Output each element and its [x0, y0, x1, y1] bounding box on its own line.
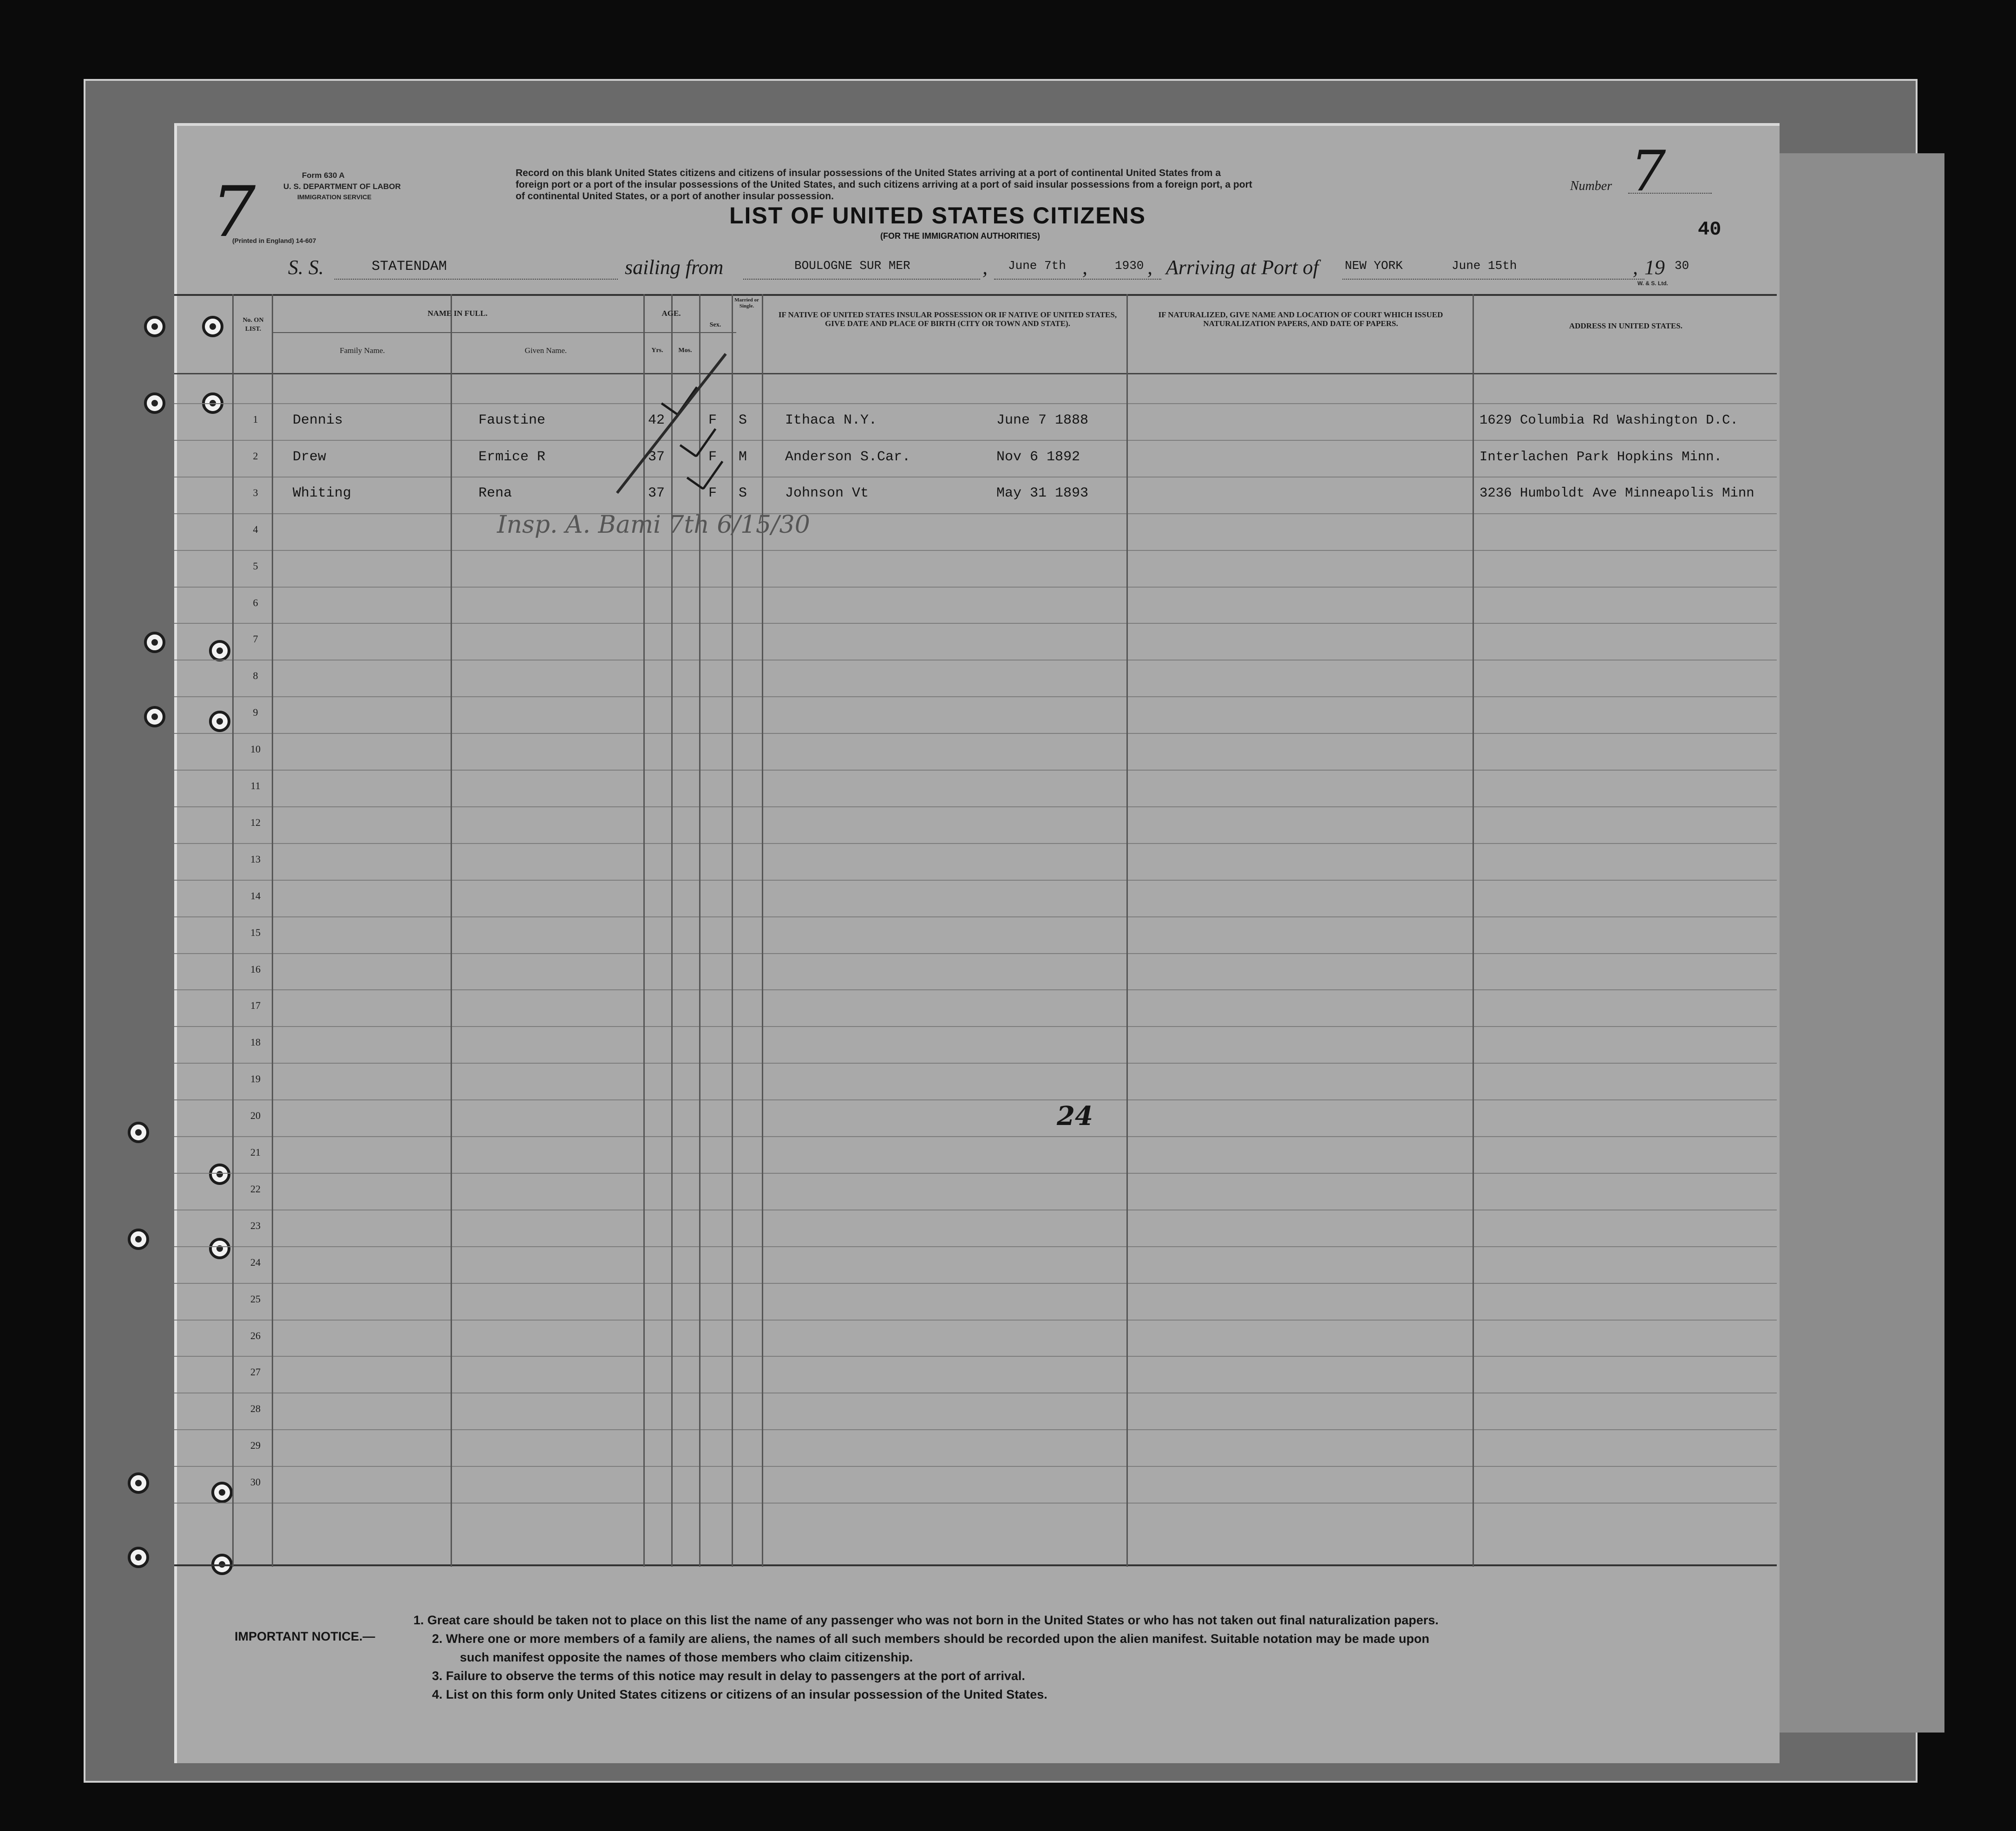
- notice-item-4: 4. List on this form only United States citizens or citizens of an insular possession of the United States.: [432, 1687, 1047, 1701]
- row-number: 25: [250, 1293, 261, 1305]
- grid-line: [174, 587, 1777, 588]
- grid-line: [174, 1283, 1777, 1284]
- row-number: 29: [250, 1439, 261, 1452]
- address: 1629 Columbia Rd Washington D.C.: [1479, 412, 1738, 428]
- binder-hole: [144, 316, 165, 337]
- sex: F: [708, 449, 717, 465]
- grid-line: [174, 880, 1777, 881]
- manifest-table: [174, 294, 1777, 1567]
- grid-line: [174, 1136, 1777, 1137]
- form-subtitle: (FOR THE IMMIGRATION AUTHORITIES): [880, 231, 1040, 241]
- row-number: 27: [250, 1366, 261, 1378]
- grid-line: [174, 1173, 1777, 1174]
- grid-line: [174, 770, 1777, 771]
- ship-line: [334, 279, 618, 280]
- record-instructions: [516, 167, 1463, 202]
- grid-line: [174, 1429, 1777, 1430]
- stamp-number: 24: [1057, 1101, 1093, 1131]
- col-naturalized: IF NATURALIZED, GIVE NAME AND LOCATION OF COURT WHICH ISSUED NATURALIZATION PAPERS, AND DATE OF PAPERS.: [1158, 310, 1443, 328]
- row-number: 15: [250, 926, 261, 938]
- arriving-label: Arriving at Port of: [1166, 256, 1319, 279]
- grid-line: [174, 1026, 1777, 1027]
- from-port-line: [743, 279, 980, 280]
- family-name: Dennis: [293, 412, 343, 428]
- grid-line: [174, 1063, 1777, 1064]
- grid-line: [671, 294, 673, 1567]
- row-number: 1: [253, 413, 258, 425]
- number-label: Number: [1570, 179, 1612, 193]
- given-name: Faustine: [478, 412, 546, 428]
- grid-line: [174, 550, 1777, 551]
- family-name: Drew: [293, 449, 327, 465]
- grid-line: [174, 623, 1777, 624]
- age-years: 37: [648, 449, 665, 465]
- address: Interlachen Park Hopkins Minn.: [1479, 449, 1722, 464]
- comma-1: ,: [982, 256, 988, 279]
- col-married-single: Married or Single.: [734, 297, 759, 309]
- grid-line: [272, 332, 736, 333]
- grid-line: [174, 1246, 1777, 1247]
- col-name-in-full: NAME IN FULL.: [427, 309, 488, 318]
- grid-line: [174, 989, 1777, 990]
- marital-status: M: [739, 449, 747, 465]
- record-line-2: foreign port or a port of the insular possessions of the United States, and such citizens arriving at a port of said insular possessions from a foreign port, a port: [516, 179, 1252, 190]
- row-number: 28: [250, 1403, 261, 1415]
- row-number: 18: [250, 1036, 261, 1048]
- sail-year: 1930: [1115, 259, 1144, 273]
- row-number: 3: [253, 486, 258, 498]
- row-number: 8: [253, 670, 258, 682]
- row-number: 9: [253, 706, 258, 719]
- sail-date: June 7th: [1008, 259, 1066, 273]
- row-number: 13: [250, 853, 261, 865]
- grid-line: [174, 1356, 1777, 1357]
- birthdate: June 7 1888: [996, 412, 1089, 428]
- grid-line: [174, 843, 1777, 844]
- binder-hole: [128, 1229, 149, 1250]
- birthplace: Johnson Vt: [785, 485, 869, 501]
- handwritten-seven-left: 7: [211, 172, 256, 253]
- row-number: 26: [250, 1329, 261, 1341]
- grid-line: [174, 373, 1777, 374]
- grid-line: [174, 440, 1777, 441]
- row-number: 30: [250, 1476, 261, 1488]
- page-number: 40: [1698, 218, 1721, 241]
- row-number: 4: [253, 523, 258, 535]
- binder-hole: [144, 632, 165, 653]
- comma-4: ,: [1633, 256, 1638, 279]
- ss-label: S. S.: [288, 256, 324, 279]
- grid-line: [451, 294, 452, 1567]
- notice-item-3: 3. Failure to observe the terms of this notice may result in delay to passengers at the port of arrival.: [432, 1669, 1025, 1683]
- row-number: 16: [250, 963, 261, 975]
- printed-in: (Printed in England) 14-607: [232, 237, 316, 244]
- age-years: 42: [648, 412, 665, 428]
- comma-2: ,: [1082, 256, 1087, 279]
- col-age: AGE.: [661, 309, 681, 318]
- row-number: 11: [250, 780, 261, 791]
- printer-mark: W. & S. Ltd.: [1637, 280, 1668, 287]
- grid-line: [1126, 294, 1128, 1567]
- grid-line: [174, 1320, 1777, 1321]
- row-number: 21: [250, 1146, 261, 1158]
- inspection-note: Insp. A. Bami 7th 6/15/30: [497, 511, 810, 539]
- col-yrs: Yrs.: [651, 347, 663, 354]
- birthdate: May 31 1893: [996, 485, 1089, 501]
- notice-item-2: 2. Where one or more members of a family are aliens, the names of all such members should be recorded upon the alien manifest. Suitable notation may be made upon: [432, 1632, 1430, 1646]
- grid-line: [174, 953, 1777, 954]
- row-number: 2: [253, 450, 258, 462]
- col-address: ADDRESS IN UNITED STATES.: [1569, 321, 1683, 330]
- row-number: 20: [250, 1110, 261, 1122]
- binder-hole: [144, 706, 165, 727]
- form-number: Form 630 A: [302, 171, 345, 180]
- grid-line: [174, 1099, 1777, 1100]
- grid-line: [272, 294, 273, 1567]
- col-mos: Mos.: [678, 347, 692, 354]
- birthplace: Anderson S.Car.: [785, 449, 911, 465]
- grid-line: [174, 1564, 1777, 1566]
- row-number: 7: [253, 633, 258, 645]
- col-no-on-list: No. ON LIST.: [242, 317, 264, 333]
- grid-line: [732, 294, 733, 1567]
- comma-3: ,: [1147, 256, 1152, 279]
- row-number: 6: [253, 596, 258, 608]
- row-number: 10: [250, 743, 261, 755]
- underlying-page-edge: [1770, 153, 1944, 1733]
- row-number: 19: [250, 1073, 261, 1085]
- sailing-from-label: sailing from: [625, 256, 724, 279]
- birthdate: Nov 6 1892: [996, 449, 1080, 465]
- grid-line: [232, 294, 234, 1567]
- row-number: 22: [250, 1183, 261, 1195]
- col-sex: Sex.: [709, 321, 721, 328]
- arrival-date: June 15th: [1452, 259, 1517, 273]
- grid-line: [174, 916, 1777, 917]
- marital-status: S: [739, 485, 747, 501]
- binder-hole: [128, 1472, 149, 1494]
- row-number: 24: [250, 1256, 261, 1268]
- binder-hole: [128, 1122, 149, 1143]
- marital-status: S: [739, 412, 747, 428]
- grid-line: [174, 806, 1777, 807]
- grid-line: [174, 1466, 1777, 1467]
- ship-name: STATENDAM: [372, 259, 447, 275]
- notice-label: IMPORTANT NOTICE.—: [235, 1629, 375, 1643]
- grid-line: [174, 403, 1777, 404]
- col-given-name: Given Name.: [524, 346, 567, 355]
- service: IMMIGRATION SERVICE: [297, 193, 372, 201]
- row-number: 23: [250, 1219, 261, 1231]
- arrival-port: NEW YORK: [1345, 259, 1403, 273]
- binder-hole: [128, 1547, 149, 1568]
- given-name: Ermice R: [478, 449, 546, 465]
- form-title: LIST OF UNITED STATES CITIZENS: [729, 203, 1146, 229]
- sail-date-line: [994, 279, 1161, 280]
- notice-item-1: 1. Great care should be taken not to place on this list the name of any passenger who was not born in the United States or who has not taken out final naturalization papers.: [413, 1613, 1439, 1627]
- grid-line: [174, 294, 1777, 296]
- grid-line: [1473, 294, 1474, 1567]
- family-name: Whiting: [293, 485, 352, 501]
- birthplace: Ithaca N.Y.: [785, 412, 877, 428]
- given-name: Rena: [478, 485, 512, 501]
- grid-line: [174, 696, 1777, 697]
- from-port: BOULOGNE SUR MER: [794, 259, 910, 273]
- sex: F: [708, 412, 717, 428]
- arrival-year-prefix: 19: [1644, 256, 1665, 279]
- sex: F: [708, 485, 717, 501]
- grid-line: [174, 1503, 1777, 1504]
- grid-line: [174, 513, 1777, 514]
- row-number: 14: [250, 889, 261, 902]
- row-number: 5: [253, 560, 258, 572]
- grid-line: [643, 294, 645, 1567]
- arrival-year-suffix: 30: [1675, 259, 1689, 273]
- grid-line: [174, 733, 1777, 734]
- grid-line: [762, 294, 763, 1567]
- department: U. S. DEPARTMENT OF LABOR: [283, 182, 401, 191]
- record-line-1: Record on this blank United States citizens and citizens of insular possessions of the United States arriving at a port of continental United States from a: [516, 168, 1221, 178]
- address: 3236 Humboldt Ave Minneapolis Minn: [1479, 485, 1754, 501]
- age-years: 37: [648, 485, 665, 501]
- col-native: IF NATIVE OF UNITED STATES INSULAR POSSESSION OR IF NATIVE OF UNITED STATES, GIVE DATE AND PLACE OF BIRTH (CITY OR TOWN AND STATE).: [778, 310, 1117, 328]
- row-number: 17: [250, 1000, 261, 1012]
- binder-hole: [144, 392, 165, 414]
- arrival-line: [1342, 279, 1644, 280]
- notice-item-2-cont: such manifest opposite the names of those members who claim citizenship.: [460, 1650, 913, 1664]
- col-family-name: Family Name.: [340, 346, 385, 355]
- record-line-3: of continental United States, or a port of another insular possession.: [516, 191, 834, 202]
- row-number: 12: [250, 816, 261, 828]
- number-value: 7: [1630, 139, 1666, 204]
